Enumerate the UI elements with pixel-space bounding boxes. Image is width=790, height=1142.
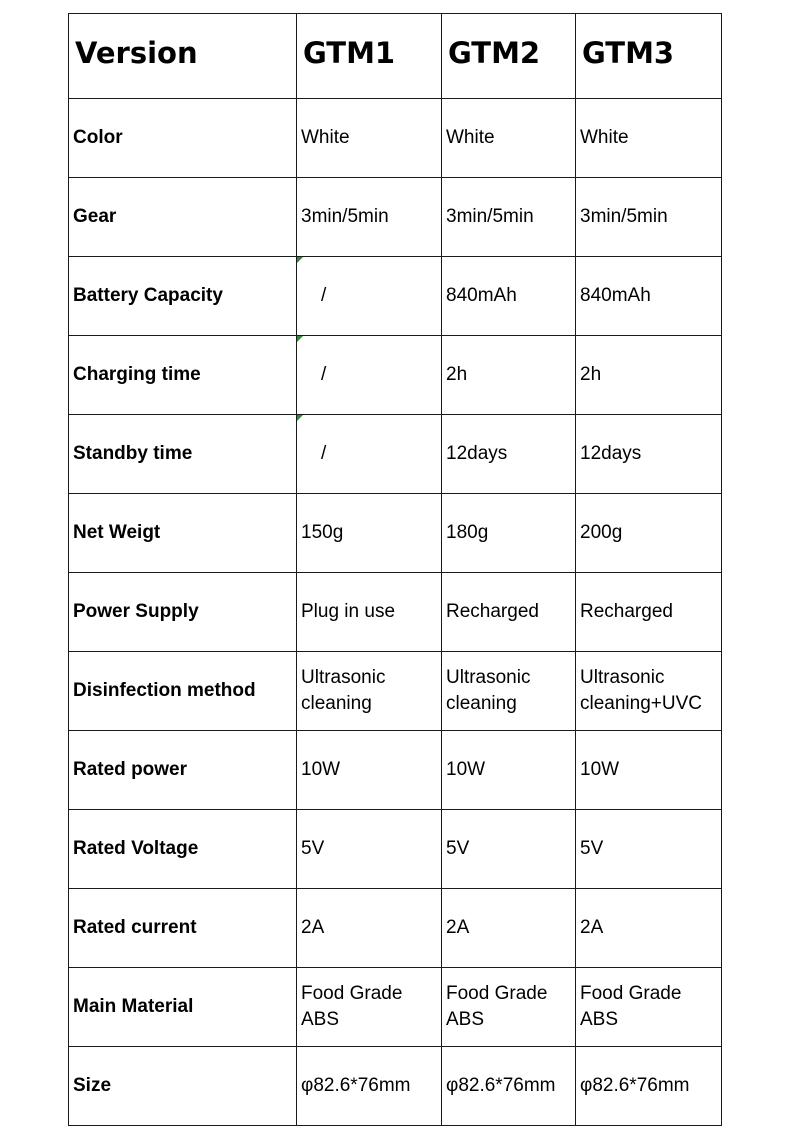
comment-corner-mark: [297, 336, 303, 342]
cell-value: /: [321, 364, 327, 385]
row-label: Color: [69, 99, 297, 178]
cell-gtm3: 3min/5min: [576, 178, 722, 257]
table-row-main-material: [69, 968, 722, 1047]
cell-line: cleaning: [301, 693, 372, 714]
cell-gtm3: 200g: [576, 494, 722, 573]
header-gtm2: GTM2: [442, 14, 576, 99]
cell-gtm2: 2h: [442, 336, 576, 415]
cell-gtm2: [442, 968, 576, 1047]
cell-gtm2: Recharged: [442, 573, 576, 652]
table-row-charging-time: [69, 336, 722, 415]
row-label: Gear: [69, 178, 297, 257]
cell-line: ABS: [580, 1009, 619, 1030]
cell-gtm1: 10W: [297, 731, 442, 810]
cell-gtm2: 3min/5min: [442, 178, 576, 257]
cell-gtm2: 10W: [442, 731, 576, 810]
cell-line: cleaning+UVC: [580, 693, 702, 714]
cell-line: Food Grade: [446, 983, 548, 1004]
row-label: Power Supply: [69, 573, 297, 652]
cell-gtm1: [297, 415, 442, 494]
table-row-color: [69, 99, 722, 178]
row-label: Standby time: [69, 415, 297, 494]
table-row-net-weight: [69, 494, 722, 573]
table-row-disinfection-method: [69, 652, 722, 731]
cell-line: cleaning: [446, 693, 517, 714]
cell-gtm1: 3min/5min: [297, 178, 442, 257]
cell-gtm2: φ82.6*76mm: [442, 1047, 576, 1126]
cell-gtm1: White: [297, 99, 442, 178]
cell-gtm1: 5V: [297, 810, 442, 889]
row-label: Rated power: [69, 731, 297, 810]
cell-gtm2: 180g: [442, 494, 576, 573]
cell-gtm3: White: [576, 99, 722, 178]
cell-gtm3: [576, 652, 722, 731]
spec-table: [68, 13, 722, 1126]
cell-gtm1: 150g: [297, 494, 442, 573]
cell-gtm3: 2h: [576, 336, 722, 415]
cell-line: Ultrasonic: [301, 667, 386, 688]
row-label: Battery Capacity: [69, 257, 297, 336]
cell-line: Ultrasonic: [446, 667, 531, 688]
cell-gtm3: 2A: [576, 889, 722, 968]
table-row-rated-voltage: [69, 810, 722, 889]
cell-gtm2: 2A: [442, 889, 576, 968]
comment-corner-mark: [297, 415, 303, 421]
cell-gtm3: 12days: [576, 415, 722, 494]
row-label: Net Weigt: [69, 494, 297, 573]
cell-gtm3: φ82.6*76mm: [576, 1047, 722, 1126]
cell-gtm1: Plug in use: [297, 573, 442, 652]
cell-gtm1: [297, 336, 442, 415]
header-gtm3: GTM3: [576, 14, 722, 99]
cell-gtm1: 2A: [297, 889, 442, 968]
cell-gtm1: [297, 652, 442, 731]
cell-line: ABS: [446, 1009, 485, 1030]
cell-gtm3: 840mAh: [576, 257, 722, 336]
cell-gtm1: [297, 257, 442, 336]
row-label: Size: [69, 1047, 297, 1126]
cell-gtm1: [297, 968, 442, 1047]
comment-corner-mark: [297, 257, 303, 263]
table-row-standby-time: [69, 415, 722, 494]
cell-gtm3: [576, 968, 722, 1047]
table-row-rated-power: [69, 731, 722, 810]
cell-line: Food Grade: [580, 983, 682, 1004]
cell-gtm2: 12days: [442, 415, 576, 494]
cell-gtm2: White: [442, 99, 576, 178]
cell-gtm2: 5V: [442, 810, 576, 889]
row-label: Rated Voltage: [69, 810, 297, 889]
cell-gtm2: 840mAh: [442, 257, 576, 336]
row-label: Disinfection method: [69, 652, 297, 731]
cell-value: /: [321, 285, 327, 306]
header-version-label: Version: [69, 14, 297, 99]
row-label: Rated current: [69, 889, 297, 968]
cell-gtm3: 10W: [576, 731, 722, 810]
table-row-battery-capacity: [69, 257, 722, 336]
header-row: [69, 14, 722, 99]
cell-gtm2: [442, 652, 576, 731]
header-gtm1: GTM1: [297, 14, 442, 99]
cell-line: ABS: [301, 1009, 340, 1030]
row-label: Main Material: [69, 968, 297, 1047]
cell-value: /: [321, 443, 327, 464]
table-row-gear: [69, 178, 722, 257]
table-row-rated-current: [69, 889, 722, 968]
row-label: Charging time: [69, 336, 297, 415]
table-row-power-supply: [69, 573, 722, 652]
cell-line: Food Grade: [301, 983, 403, 1004]
cell-gtm3: Recharged: [576, 573, 722, 652]
cell-line: Ultrasonic: [580, 667, 665, 688]
cell-gtm3: 5V: [576, 810, 722, 889]
cell-gtm1: φ82.6*76mm: [297, 1047, 442, 1126]
table-row-size: [69, 1047, 722, 1126]
